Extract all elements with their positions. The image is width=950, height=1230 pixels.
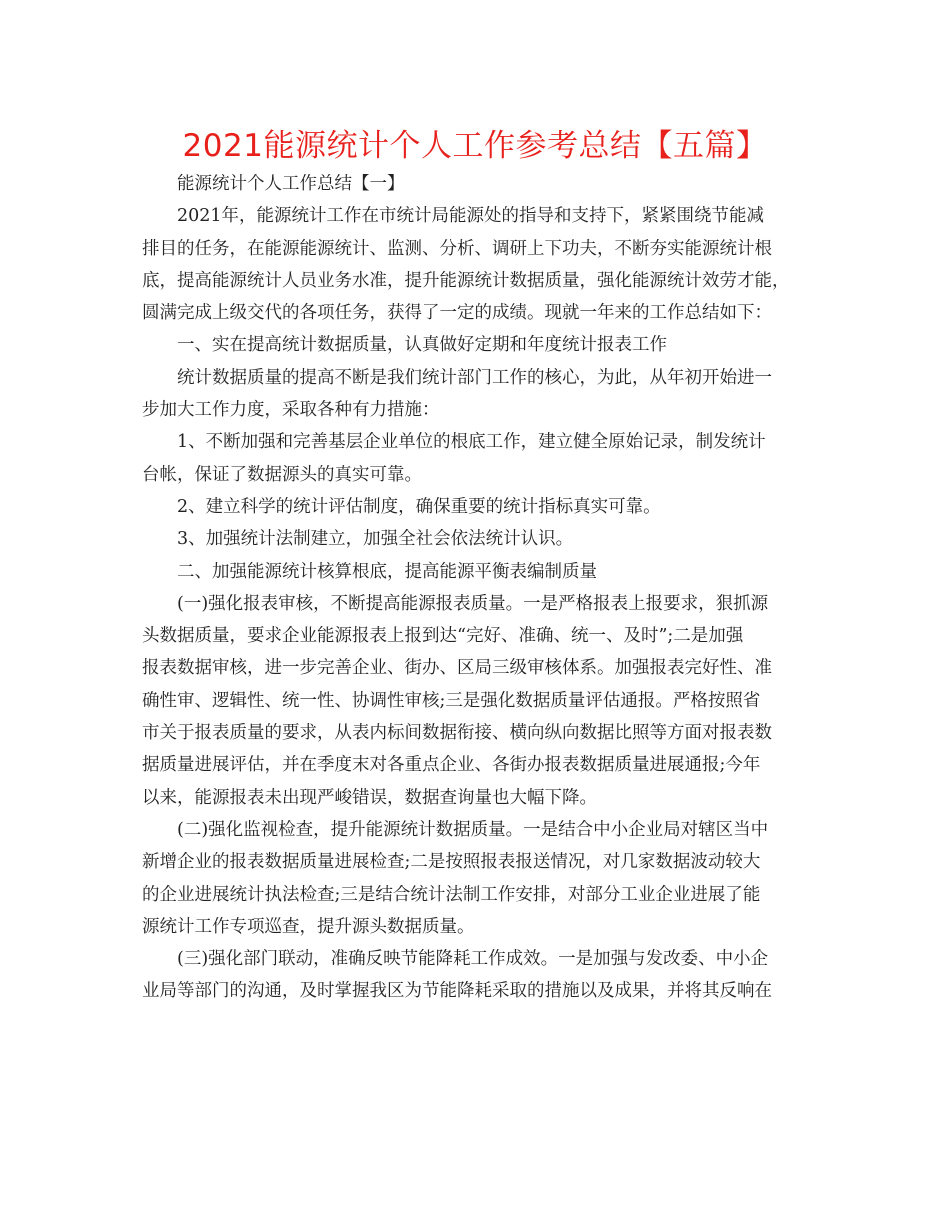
text-line: (一)强化报表审核，不断提高能源报表质量。一是严格报表上报要求，狠抓源 (177, 593, 769, 614)
document-title: 2021能源统计个人工作参考总结【五篇】 (182, 128, 768, 164)
text-line: 2021年，能源统计工作在市统计局能源处的指导和支持下，紧紧围绕节能减 (177, 206, 765, 227)
document-body (142, 168, 822, 1008)
text-line: 源统计工作专项巡查，提升源头数据质量。 (142, 916, 475, 937)
text-line: 能源统计个人工作总结【一】 (177, 174, 405, 194)
text-line: 排目的任务，在能源能源统计、监测、分析、调研上下功夫，不断夯实能源统计根 (142, 238, 772, 259)
text-line: 据质量进展评估，并在季度末对各重点企业、各街办报表数据质量进展通报;今年 (142, 755, 761, 776)
text-line: 台帐，保证了数据源头的真实可靠。 (142, 464, 422, 485)
text-line: 头数据质量，要求企业能源报表上报到达“完好、准确、统一、及时”;二是加强 (142, 626, 744, 647)
text-line: 底，提高能源统计人员业务水准，提升能源统计数据质量，强化能源统计效劳才能， (142, 270, 790, 291)
text-line: 确性审、逻辑性、统一性、协调性审核;三是强化数据质量评估通报。严格按照省 (142, 690, 761, 711)
text-line: 圆满完成上级交代的各项任务，获得了一定的成绩。现就一年来的工作总结如下： (142, 303, 772, 324)
text-line: 以来，能源报表未出现严峻错误，数据查询量也大幅下降。 (142, 787, 597, 808)
text-line: 业局等部门的沟通，及时掌握我区为节能降耗采取的措施以及成果，并将其反响在 (142, 981, 772, 1002)
text-line: 新增企业的报表数据质量进展检查;二是按照报表报送情况，对几家数据波动较大 (142, 852, 761, 873)
text-line: 的企业进展统计执法检查;三是结合统计法制工作安排，对部分工业企业进展了能 (142, 884, 761, 905)
text-line: 统计数据质量的提高不断是我们统计部门工作的核心，为此，从年初开始进一 (177, 367, 772, 388)
text-line: 步加大工作力度，采取各种有力措施： (142, 400, 440, 421)
text-line: 2、建立科学的统计评估制度，确保重要的统计指标真实可靠。 (177, 496, 661, 517)
text-line: 报表数据审核，进一步完善企业、街办、区局三级审核体系。加强报表完好性、准 (142, 658, 772, 679)
text-line: 1、不断加强和完善基层企业单位的根底工作，建立健全原始记录，制发统计 (177, 432, 766, 453)
text-line: 二、加强能源统计核算根底，提高能源平衡表编制质量 (177, 561, 597, 582)
text-line: (二)强化监视检查，提升能源统计数据质量。一是结合中小企业局对辖区当中 (177, 819, 769, 840)
text-line: 一、实在提高统计数据质量，认真做好定期和年度统计报表工作 (177, 335, 667, 356)
text-line: (三)强化部门联动，准确反映节能降耗工作成效。一是加强与发改委、中小企 (177, 949, 769, 970)
text-line: 市关于报表质量的要求，从表内标间数据衔接、横向纵向数据比照等方面对报表数 (142, 723, 772, 744)
text-line: 3、加强统计法制建立，加强全社会依法统计认识。 (177, 529, 574, 550)
